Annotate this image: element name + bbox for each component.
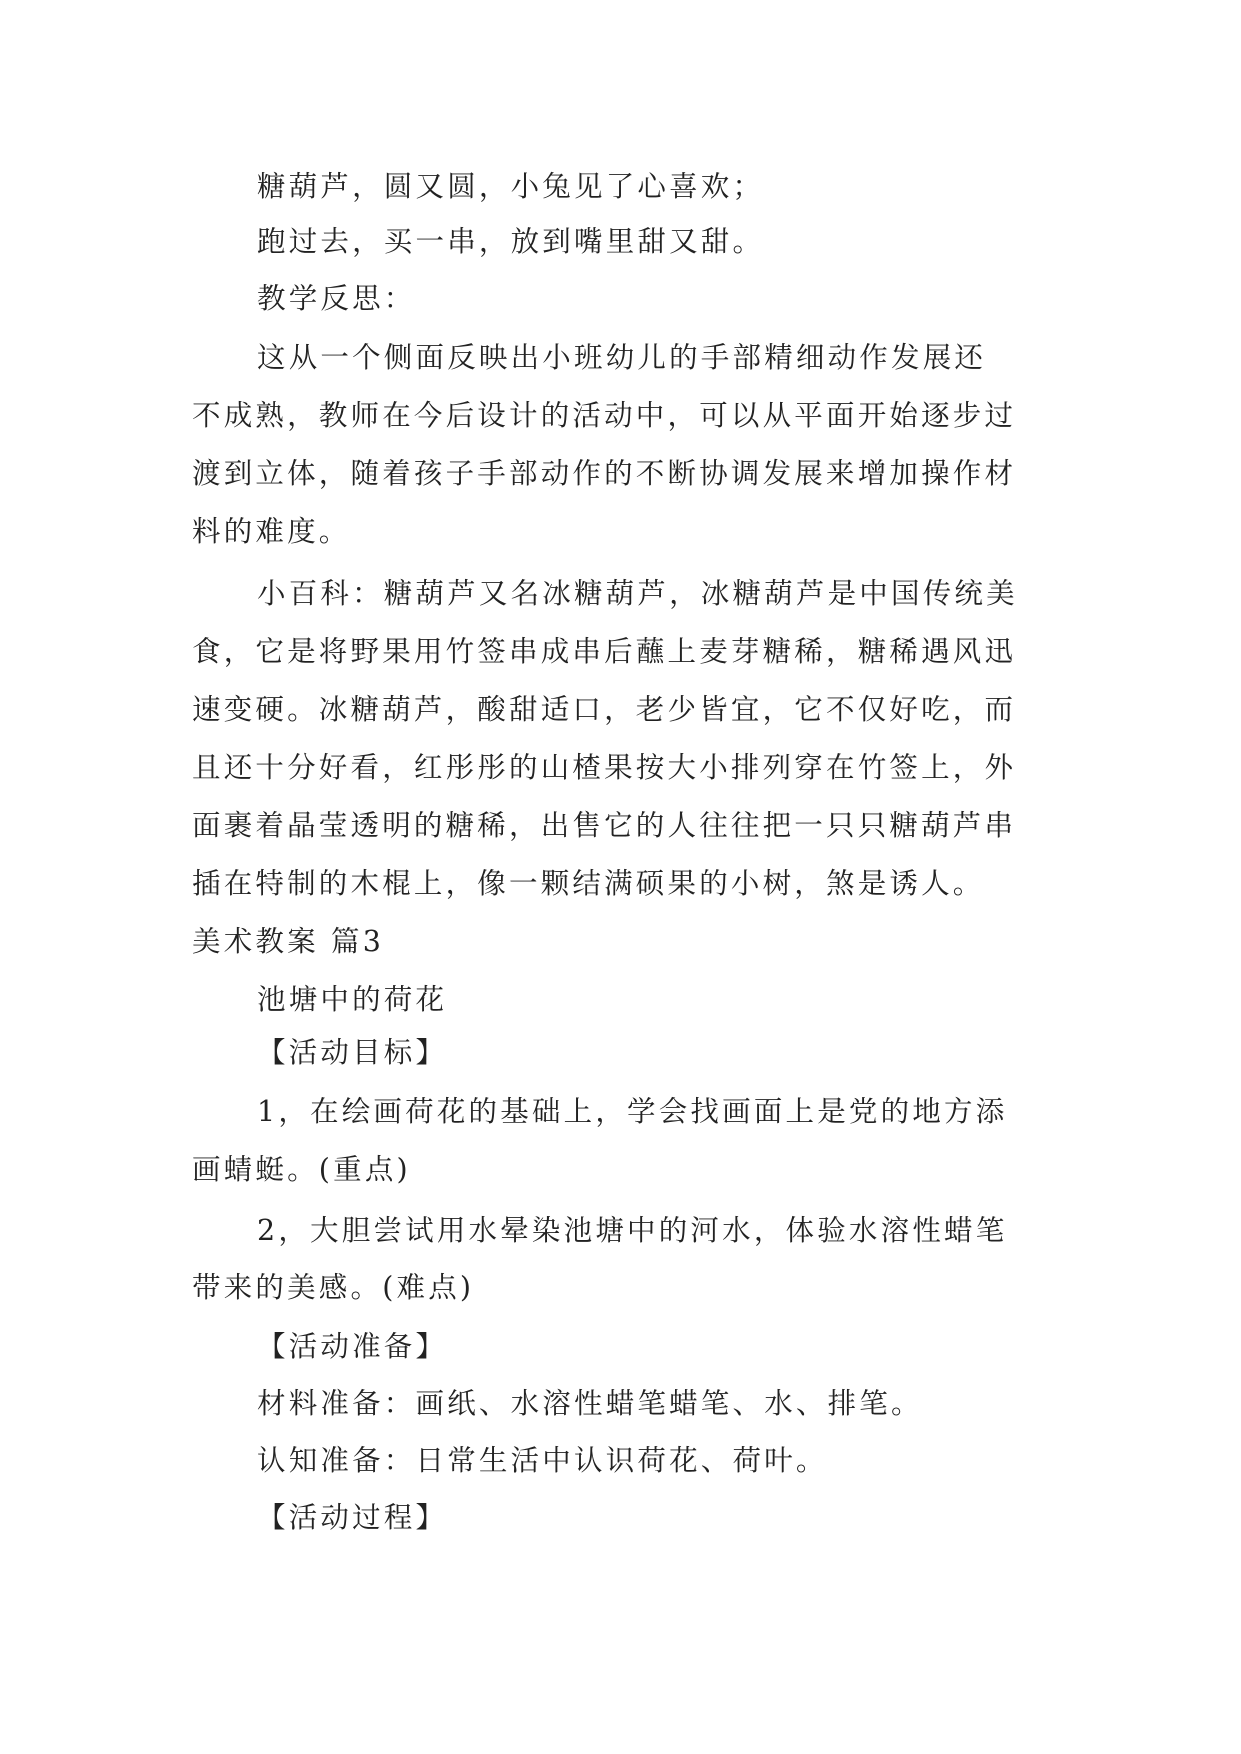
paragraph-line: 且还十分好看，红彤彤的山楂果按大小排列穿在竹签上，外 xyxy=(192,751,1017,784)
reflection-heading: 教学反思： xyxy=(257,282,416,315)
paragraph-line: 这从一个侧面反映出小班幼儿的手部精细动作发展还 xyxy=(257,341,987,374)
paragraph-line: 插在特制的木棍上，像一颗结满硕果的小树，煞是诱人。 xyxy=(192,867,985,900)
paragraph-line: 面裹着晶莹透明的糖稀，出售它的人往往把一只只糖葫芦串 xyxy=(192,809,1017,842)
lesson-title: 池塘中的荷花 xyxy=(257,983,448,1016)
paragraph-line: 2，大胆尝试用水晕染池塘中的河水，体验水溶性蜡笔 xyxy=(257,1214,1008,1247)
paragraph-line: 速变硬。冰糖葫芦，酸甜适口，老少皆宜，它不仅好吃，而 xyxy=(192,693,1017,726)
paragraph-line: 画蜻蜓。(重点) xyxy=(192,1153,411,1186)
paragraph-line: 1，在绘画荷花的基础上，学会找画面上是党的地方添 xyxy=(257,1095,1008,1128)
poem-line-1: 糖葫芦，圆又圆，小兔见了心喜欢； xyxy=(257,170,765,203)
paragraph-line: 认知准备：日常生活中认识荷花、荷叶。 xyxy=(257,1444,828,1477)
paragraph-line: 不成熟，教师在今后设计的活动中，可以从平面开始逐步过 xyxy=(192,399,1017,432)
subsection-heading: 【活动过程】 xyxy=(257,1501,448,1534)
poem-line-2: 跑过去，买一串，放到嘴里甜又甜。 xyxy=(257,225,765,258)
paragraph-line: 渡到立体，随着孩子手部动作的不断协调发展来增加操作材 xyxy=(192,457,1017,490)
paragraph-line: 食，它是将野果用竹签串成串后蘸上麦芽糖稀，糖稀遇风迅 xyxy=(192,635,1017,668)
section-heading: 美术教案 篇3 xyxy=(192,925,385,958)
subsection-heading: 【活动准备】 xyxy=(257,1330,448,1363)
subsection-heading: 【活动目标】 xyxy=(257,1036,448,1069)
paragraph-line: 材料准备：画纸、水溶性蜡笔蜡笔、水、排笔。 xyxy=(257,1387,923,1420)
paragraph-line: 料的难度。 xyxy=(192,515,351,548)
paragraph-line: 带来的美感。(难点) xyxy=(192,1271,475,1304)
paragraph-line: 小百科：糖葫芦又名冰糖葫芦，冰糖葫芦是中国传统美 xyxy=(257,577,1018,610)
